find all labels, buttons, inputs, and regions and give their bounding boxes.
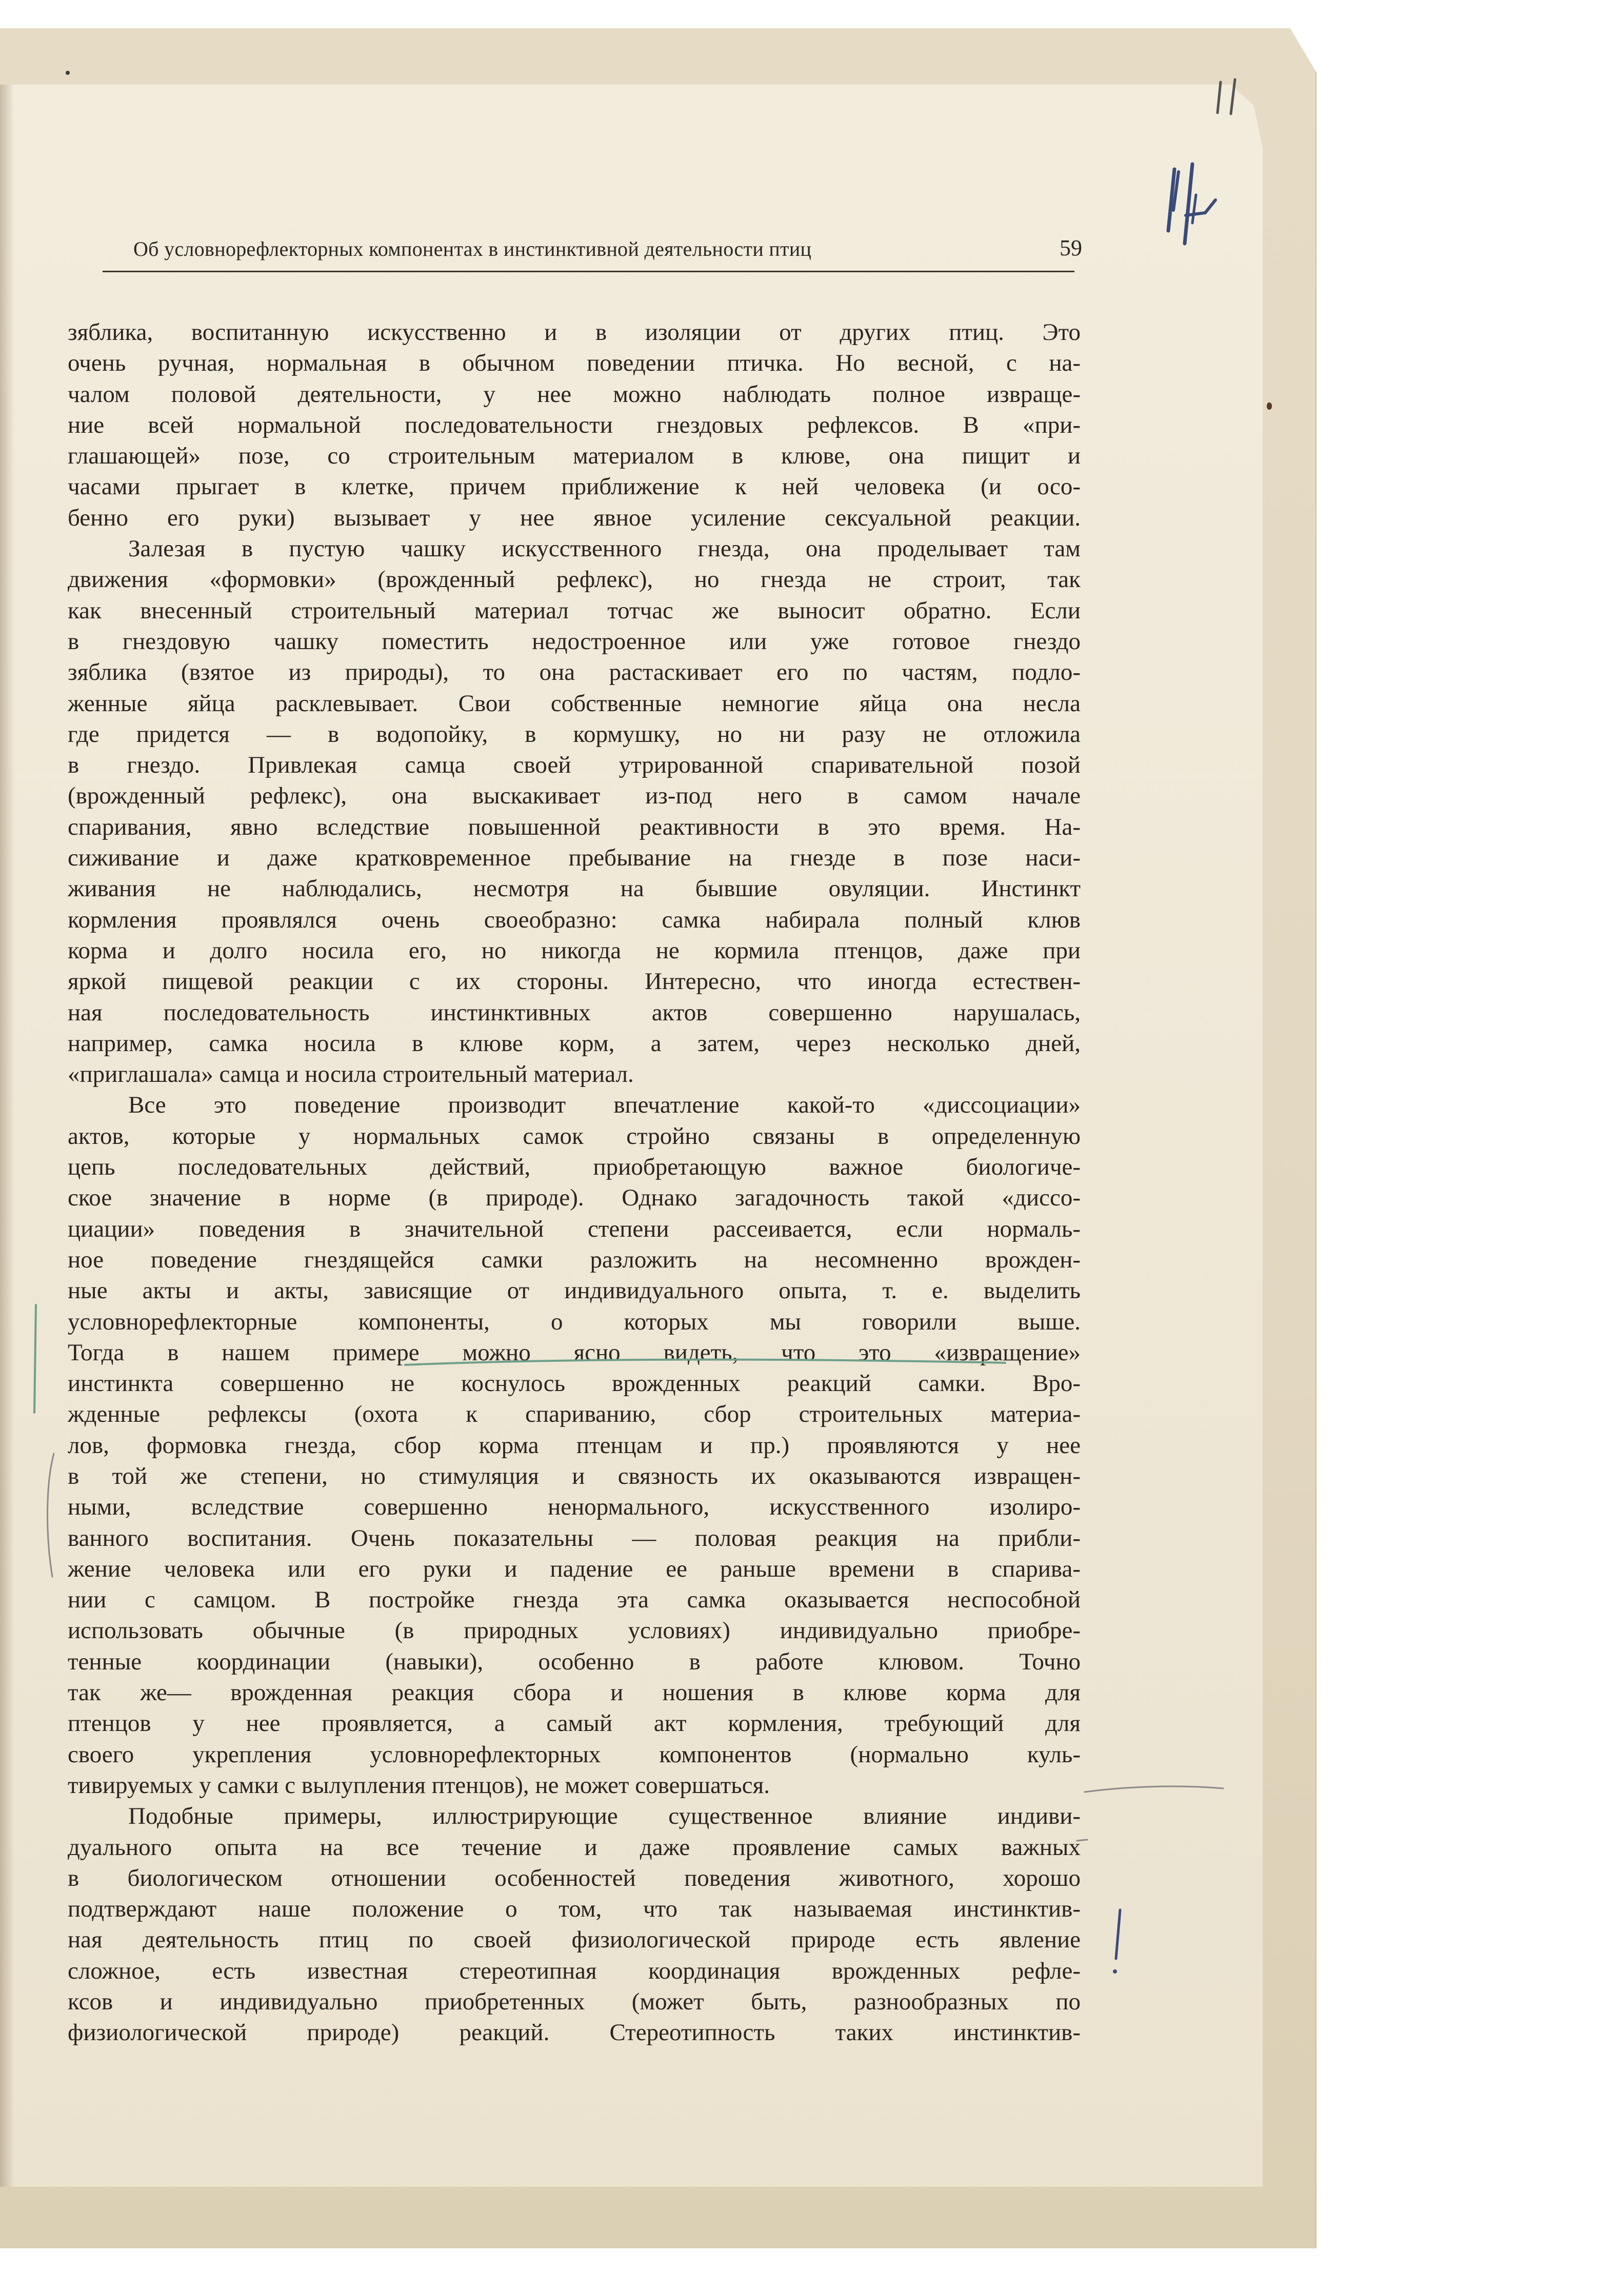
text-line: ское значение в норме (в природе). Однако загадочность такой «диссо- xyxy=(68,1184,1081,1212)
green-margin-line xyxy=(28,1302,44,1415)
text-line: «приглашала» самца и носила строительный материал. xyxy=(68,1061,634,1088)
text-line: в гнездовую чашку поместить недостроенное или уже готовое гнездо xyxy=(68,628,1081,655)
text-line: в биологическом отношении особенностей поведения животного, хорошо xyxy=(68,1864,1081,1891)
page-number: 59 xyxy=(1060,235,1082,260)
gray-margin-bracket xyxy=(41,1451,62,1579)
text-line: жение человека или его руки и падение ее раньше времени в спарива- xyxy=(68,1555,1081,1582)
text-line: так же— врожденная реакция сбора и ношения в клюве корма для xyxy=(68,1679,1081,1706)
running-head-title: Об условнорефлекторных компонентах в инстинктивной деятельности птиц xyxy=(133,237,812,260)
text-line: женные яйца расклевывает. Свои собственные немногие яйца она несла xyxy=(68,690,1081,717)
text-line: жденные рефлексы (охота к спариванию, сбор строительных материа- xyxy=(68,1401,1081,1428)
blue-exclamation-mark xyxy=(1108,1907,1128,1979)
text-line: зяблика, воспитанную искусственно и в изоляции от других птиц. Это xyxy=(68,319,1081,346)
text-line: сиживание и даже кратковременное пребывание на гнезде в позе наси- xyxy=(68,844,1081,872)
header-rule xyxy=(103,271,1074,272)
text-line: глашающей» позе, со строительным материалом в клюве, она пищит и xyxy=(68,442,1081,470)
text-line: циации» поведения в значительной степени рассеивается, если нормаль- xyxy=(68,1215,1081,1242)
text-line: ными, вследствие совершенно ненормального, искусственного изолиро- xyxy=(68,1494,1081,1521)
gray-pencil-stroke-right xyxy=(1082,1779,1226,1800)
text-line: физиологической природе) реакций. Стереотипность таких инстинктив- xyxy=(68,2019,1081,2046)
gray-tick-right xyxy=(1074,1830,1090,1851)
handwritten-folio-number xyxy=(1164,154,1226,256)
text-line: например, самка носила в клюве корм, а затем, через несколько дней, xyxy=(68,1030,1081,1057)
text-line: как внесенный строительный материал тотчас же выносит обратно. Если xyxy=(68,597,1081,624)
text-line: в той же степени, но стимуляция и связность их оказываются извращен- xyxy=(68,1462,1081,1489)
text-line: часами прыгает в клетке, причем приближение к ней человека (и осо- xyxy=(68,473,1081,500)
text-line: лов, формовка гнезда, сбор корма птенцам и пр.) проявляются у нее xyxy=(68,1432,1081,1459)
top-right-pencil-tick xyxy=(1210,77,1251,118)
text-line: зяблика (взятое из природы), то она растаскивает его по частям, подло- xyxy=(68,659,1081,686)
text-line: подтверждают наше положение о том, что так называемая инстинктив- xyxy=(68,1896,1081,1923)
text-line: инстинкта совершенно не коснулось врожденных реакций самки. Вро- xyxy=(68,1370,1081,1397)
text-line: ное поведение гнездящейся самки разложить на несомненно врожден- xyxy=(68,1246,1081,1273)
text-line: Подобные примеры, иллюстрирующие существенное влияние индиви- xyxy=(128,1803,1081,1830)
text-line: актов, которые у нормальных самок стройно связаны в определенную xyxy=(68,1122,1081,1150)
text-line: где придется — в водопойку, в кормушку, но ни разу не отложила xyxy=(68,720,1081,748)
text-line: ная деятельность птиц по своей физиологической природе есть явление xyxy=(68,1926,1081,1953)
text-line: ная последовательность инстинктивных актов совершенно нарушалась, xyxy=(68,999,1081,1026)
text-line: ванного воспитания. Очень показательны — половая реакция на прибли- xyxy=(68,1524,1081,1552)
text-line: ные акты и акты, зависящие от индивидуального опыта, т. е. выделить xyxy=(68,1277,1081,1304)
text-line: птенцов у нее проявляется, а самый акт кормления, требующий для xyxy=(68,1710,1081,1737)
text-line: условнорефлекторные компоненты, о которых мы говорили выше. xyxy=(68,1308,1081,1335)
text-line: своего укрепления условнорефлекторных компонентов (нормально куль- xyxy=(68,1741,1081,1768)
text-line: чалом половой деятельности, у нее можно наблюдать полное извраще- xyxy=(68,380,1081,408)
text-line: ксов и индивидуально приобретенных (может быть, разнообразных по xyxy=(68,1988,1081,2016)
text-line: тенные координации (навыки), особенно в работе клювом. Точно xyxy=(68,1648,1081,1675)
text-line: использовать обычные (в природных условиях) индивидуально приобре- xyxy=(68,1617,1081,1644)
text-line: нии с самцом. В постройке гнезда эта самка оказывается неспособной xyxy=(68,1586,1081,1614)
text-line: дуального опыта на все течение и даже проявление самых важных xyxy=(68,1834,1081,1861)
body-text xyxy=(68,317,1081,2048)
paper-speck xyxy=(66,71,70,75)
text-line: Тогда в нашем примере можно ясно видеть, что это «извращение» xyxy=(68,1339,1081,1366)
text-line: движения «формовки» (врожденный рефлекс), но гнезда не строит, так xyxy=(68,566,1081,593)
text-line: (врожденный рефлекс), она выскакивает из-под него в самом начале xyxy=(68,782,1081,810)
text-line: ние всей нормальной последовательности гнездовых рефлексов. В «при- xyxy=(68,411,1081,438)
text-line: корма и долго носила его, но никогда не кормила птенцов, даже при xyxy=(68,937,1081,964)
text-line: спаривания, явно вследствие повышенной реактивности в это время. На- xyxy=(68,813,1081,840)
binding-shadow xyxy=(0,85,14,2187)
text-line: бенно его руки) вызывает у нее явное усиление сексуальной реакции. xyxy=(68,504,1081,531)
text-line: яркой пищевой реакции с их стороны. Интересно, что иногда естествен- xyxy=(68,968,1081,995)
text-line: сложное, есть известная стереотипная координация врожденных рефле- xyxy=(68,1957,1081,1984)
text-line: кормления проявлялся очень своеобразно: самка набирала полный клюв xyxy=(68,906,1081,933)
text-line: цепь последовательных действий, приобретающую важное биологиче- xyxy=(68,1154,1081,1181)
ink-spot xyxy=(1267,402,1272,410)
text-line: Залезая в пустую чашку искусственного гнезда, она проделывает там xyxy=(128,535,1081,562)
green-pencil-underline xyxy=(400,1354,1015,1374)
text-line: Все это поведение производит впечатление какой-то «диссоциации» xyxy=(128,1092,1081,1119)
text-line: живания не наблюдались, несмотря на бывшие овуляции. Инстинкт xyxy=(68,875,1081,902)
text-line: тивируемых у самки с вылупления птенцов), не может совершаться. xyxy=(68,1771,770,1799)
text-line: очень ручная, нормальная в обычном поведении птичка. Но весной, с на- xyxy=(68,350,1081,377)
text-line: в гнездо. Привлекая самца своей утрированной спаривательной позой xyxy=(68,752,1081,779)
